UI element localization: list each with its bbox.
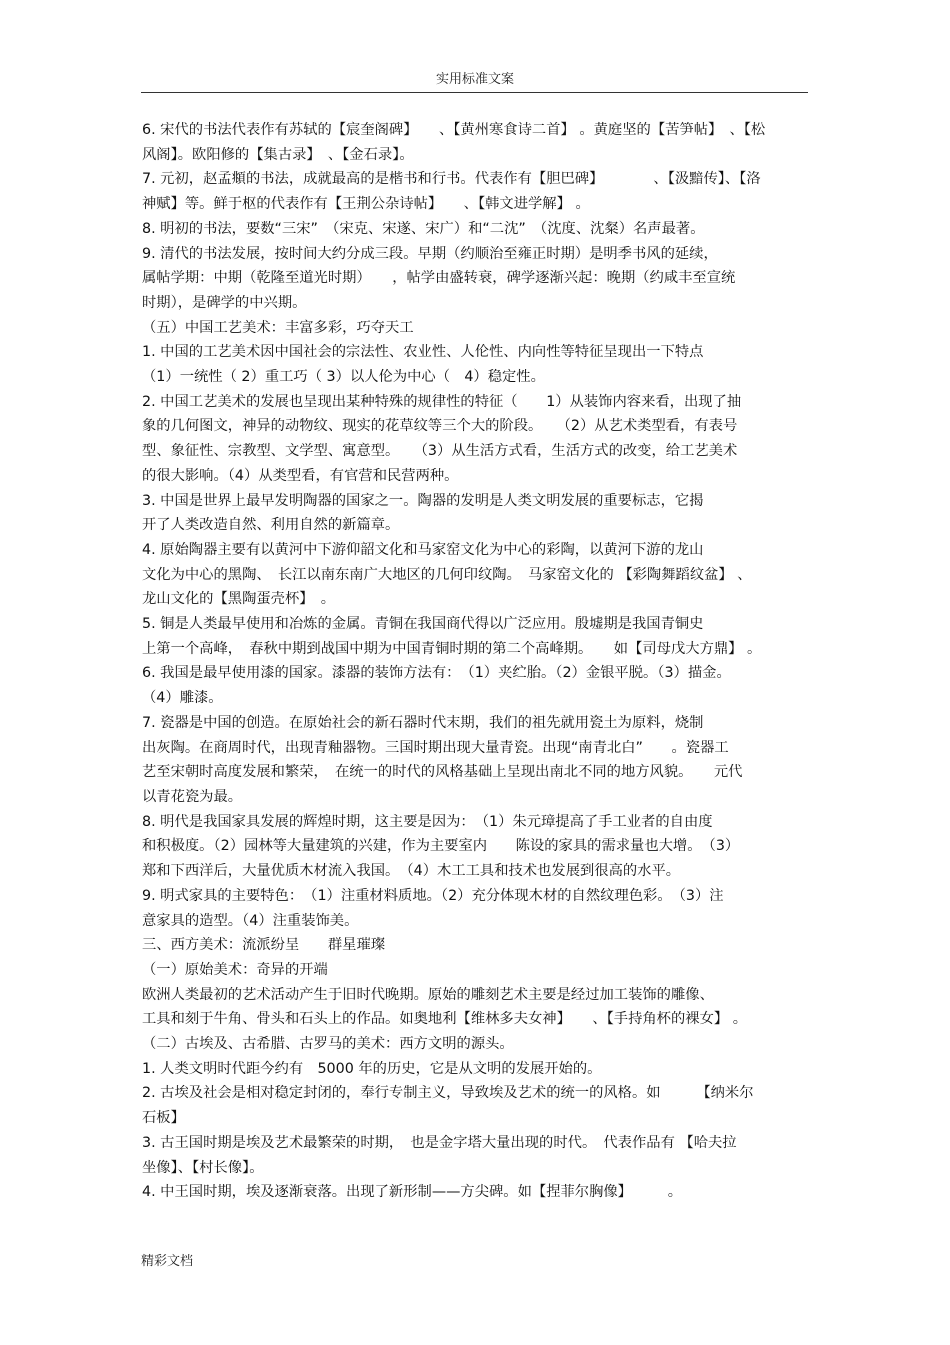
text-line: 9. 清代的书法发展，按时间大约分成三段。早期（约顺治至雍正时期）是明季书风的延续， bbox=[142, 245, 718, 262]
text-line: 文化为中心的黑陶、 长江以南东南广大地区的几何印纹陶。 马家窑文化的 【彩陶舞蹈纹盆】 、 bbox=[142, 566, 752, 583]
text-line: 开了人类改造自然、利用自然的新篇章。 bbox=[142, 517, 400, 534]
text-line: 出灰陶。在商周时代，出现青釉器物。三国时期出现大量青瓷。出现“南青北白” 。瓷器工 bbox=[142, 739, 729, 756]
text-line: 的很大影响。（4）从类型看，有官营和民营两种。 bbox=[142, 467, 459, 484]
text-line: 4. 中王国时期，埃及逐渐衰落。出现了新形制——方尖碑。如【捏菲尔胸像】 。 bbox=[142, 1184, 683, 1201]
text-line: 风阁】。欧阳修的【集古录】 、【金石录】。 bbox=[142, 146, 414, 163]
text-line: 3. 中国是世界上最早发明陶器的国家之一。陶器的发明是人类文明发展的重要标志，它揭 bbox=[142, 492, 704, 509]
text-line: 1. 中国的工艺美术因中国社会的宗法性、农业性、人伦性、内向性等特征呈现出一下特点 bbox=[142, 344, 704, 361]
text-line: 郑和下西洋后，大量优质木材流入我国。 （4）木工工具和技术也发展到很高的水平。 bbox=[142, 863, 681, 880]
text-line: 坐像】、【村长像】。 bbox=[142, 1159, 264, 1176]
text-line: 时期），是碑学的中兴期。 bbox=[142, 294, 307, 311]
text-line: （二）古埃及、古希腊、古罗马的美术：西方文明的源头。 bbox=[142, 1036, 514, 1053]
text-line: 2. 中国工艺美术的发展也呈现出某种特殊的规律性的特征（ 1）从装饰内容来看，出现了抽 bbox=[142, 393, 742, 410]
text-line: 石板】 bbox=[142, 1110, 185, 1127]
text-line: 7. 瓷器是中国的创造。在原始社会的新石器时代末期，我们的祖先就用瓷土为原料，烧制 bbox=[142, 714, 704, 731]
text-line: 上第一个高峰， 春秋中期到战国中期为中国青铜时期的第二个高峰期。 如【司母戊大方鼎】 。 bbox=[142, 640, 762, 657]
text-line: 工具和刻于牛角、骨头和石头上的作品。如奥地利【维林多夫女神】 、【手持角杯的裸女】 。 bbox=[142, 1011, 748, 1028]
document-body bbox=[142, 118, 808, 1205]
text-line: 7. 元初，赵孟頫的书法，成就最高的是楷书和行书。代表作有【胆巴碑】 、【汲黯传】、【洛 bbox=[142, 171, 761, 188]
text-line: 型、象征性、宗教型、文学型、寓意型。 （3）从生活方式看，生活方式的改变，给工艺美术 bbox=[142, 443, 738, 460]
text-line: 8. 明代是我国家具发展的辉煌时期，这主要是因为： （1）朱元璋提高了手工业者的自由度 bbox=[142, 813, 713, 830]
page-header: 实用标准文案 bbox=[435, 72, 514, 87]
text-line: 神赋】等。鲜于枢的代表作有【王荆公杂诗帖】 、【韩文进学解】 。 bbox=[142, 196, 590, 213]
text-line: 5. 铜是人类最早使用和冶炼的金属。青铜在我国商代得以广泛应用。殷墟期是我国青铜史 bbox=[142, 616, 704, 633]
page-footer: 精彩文档 bbox=[141, 1254, 194, 1269]
text-line: 龙山文化的【黑陶蛋壳杯】 。 bbox=[142, 591, 336, 608]
text-line: 1. 人类文明时代距今约有 5000 年的历史，它是从文明的发展开始的。 bbox=[142, 1060, 602, 1077]
text-line: （一）原始美术：奇异的开端 bbox=[142, 961, 328, 978]
text-line: 三、西方美术：流派纷呈 群星璀璨 bbox=[142, 937, 386, 954]
text-line: 8. 明初的书法，要数“三宋” （宋克、宋遂、宋广）和“二沈” （沈度、沈粲）名声最著。 bbox=[142, 220, 705, 237]
text-line: 6. 宋代的书法代表作有苏轼的【宸奎阁碑】 、【黄州寒食诗二首】 。黄庭坚的【苦笋帖】 、【松 bbox=[142, 122, 766, 138]
text-line: （1）一统性（ 2）重工巧（ 3）以人伦为中心（ 4）稳定性。 bbox=[142, 369, 545, 386]
text-line: 2. 古埃及社会是相对稳定封闭的，奉行专制主义，导致埃及艺术的统一的风格。如 【纳米尔 bbox=[142, 1085, 754, 1102]
text-line: 9. 明式家具的主要特色： （1）注重材料质地。（2）充分体现木材的自然纹理色彩。 （3）注 bbox=[142, 887, 724, 904]
text-line: 属帖学期：中期（乾隆至道光时期） ，帖学由盛转衰，碑学逐渐兴起：晚期（约咸丰至宣统 bbox=[142, 270, 736, 287]
text-line: （五）中国工艺美术：丰富多彩，巧夺天工 bbox=[142, 319, 414, 336]
text-line: 意家具的造型。（4）注重装饰美。 bbox=[142, 912, 359, 929]
text-line: 以青花瓷为最。 bbox=[142, 788, 243, 805]
text-line: 艺至宋朝时高度发展和繁荣， 在统一的时代的风格基础上呈现出南北不同的地方风貌。 元代 bbox=[142, 764, 743, 781]
text-line: 象的几何图文，神异的动物纹、现实的花草纹等三个大的阶段。 （2）从艺术类型看，有表号 bbox=[142, 418, 738, 435]
text-line: （4）雕漆。 bbox=[142, 690, 223, 707]
header-divider bbox=[141, 92, 808, 93]
text-line: 4. 原始陶器主要有以黄河中下游仰韶文化和马家窑文化为中心的彩陶，以黄河下游的龙山 bbox=[142, 541, 704, 558]
text-line: 和积极度。（2）园林等大量建筑的兴建，作为主要室内 陈设的家具的需求量也大增。 （3） bbox=[142, 838, 740, 855]
text-line: 欧洲人类最初的艺术活动产生于旧时代晚期。原始的雕刻艺术主要是经过加工装饰的雕像、 bbox=[142, 986, 714, 1003]
text-line: 6. 我国是最早使用漆的国家。漆器的装饰方法有： （1）夹纻胎。（2）金银平脱。（3）描金。 bbox=[142, 665, 731, 682]
text-line: 3. 古王国时期是埃及艺术最繁荣的时期， 也是金字塔大量出现的时代。 代表作品有 【哈夫拉 bbox=[142, 1134, 737, 1151]
